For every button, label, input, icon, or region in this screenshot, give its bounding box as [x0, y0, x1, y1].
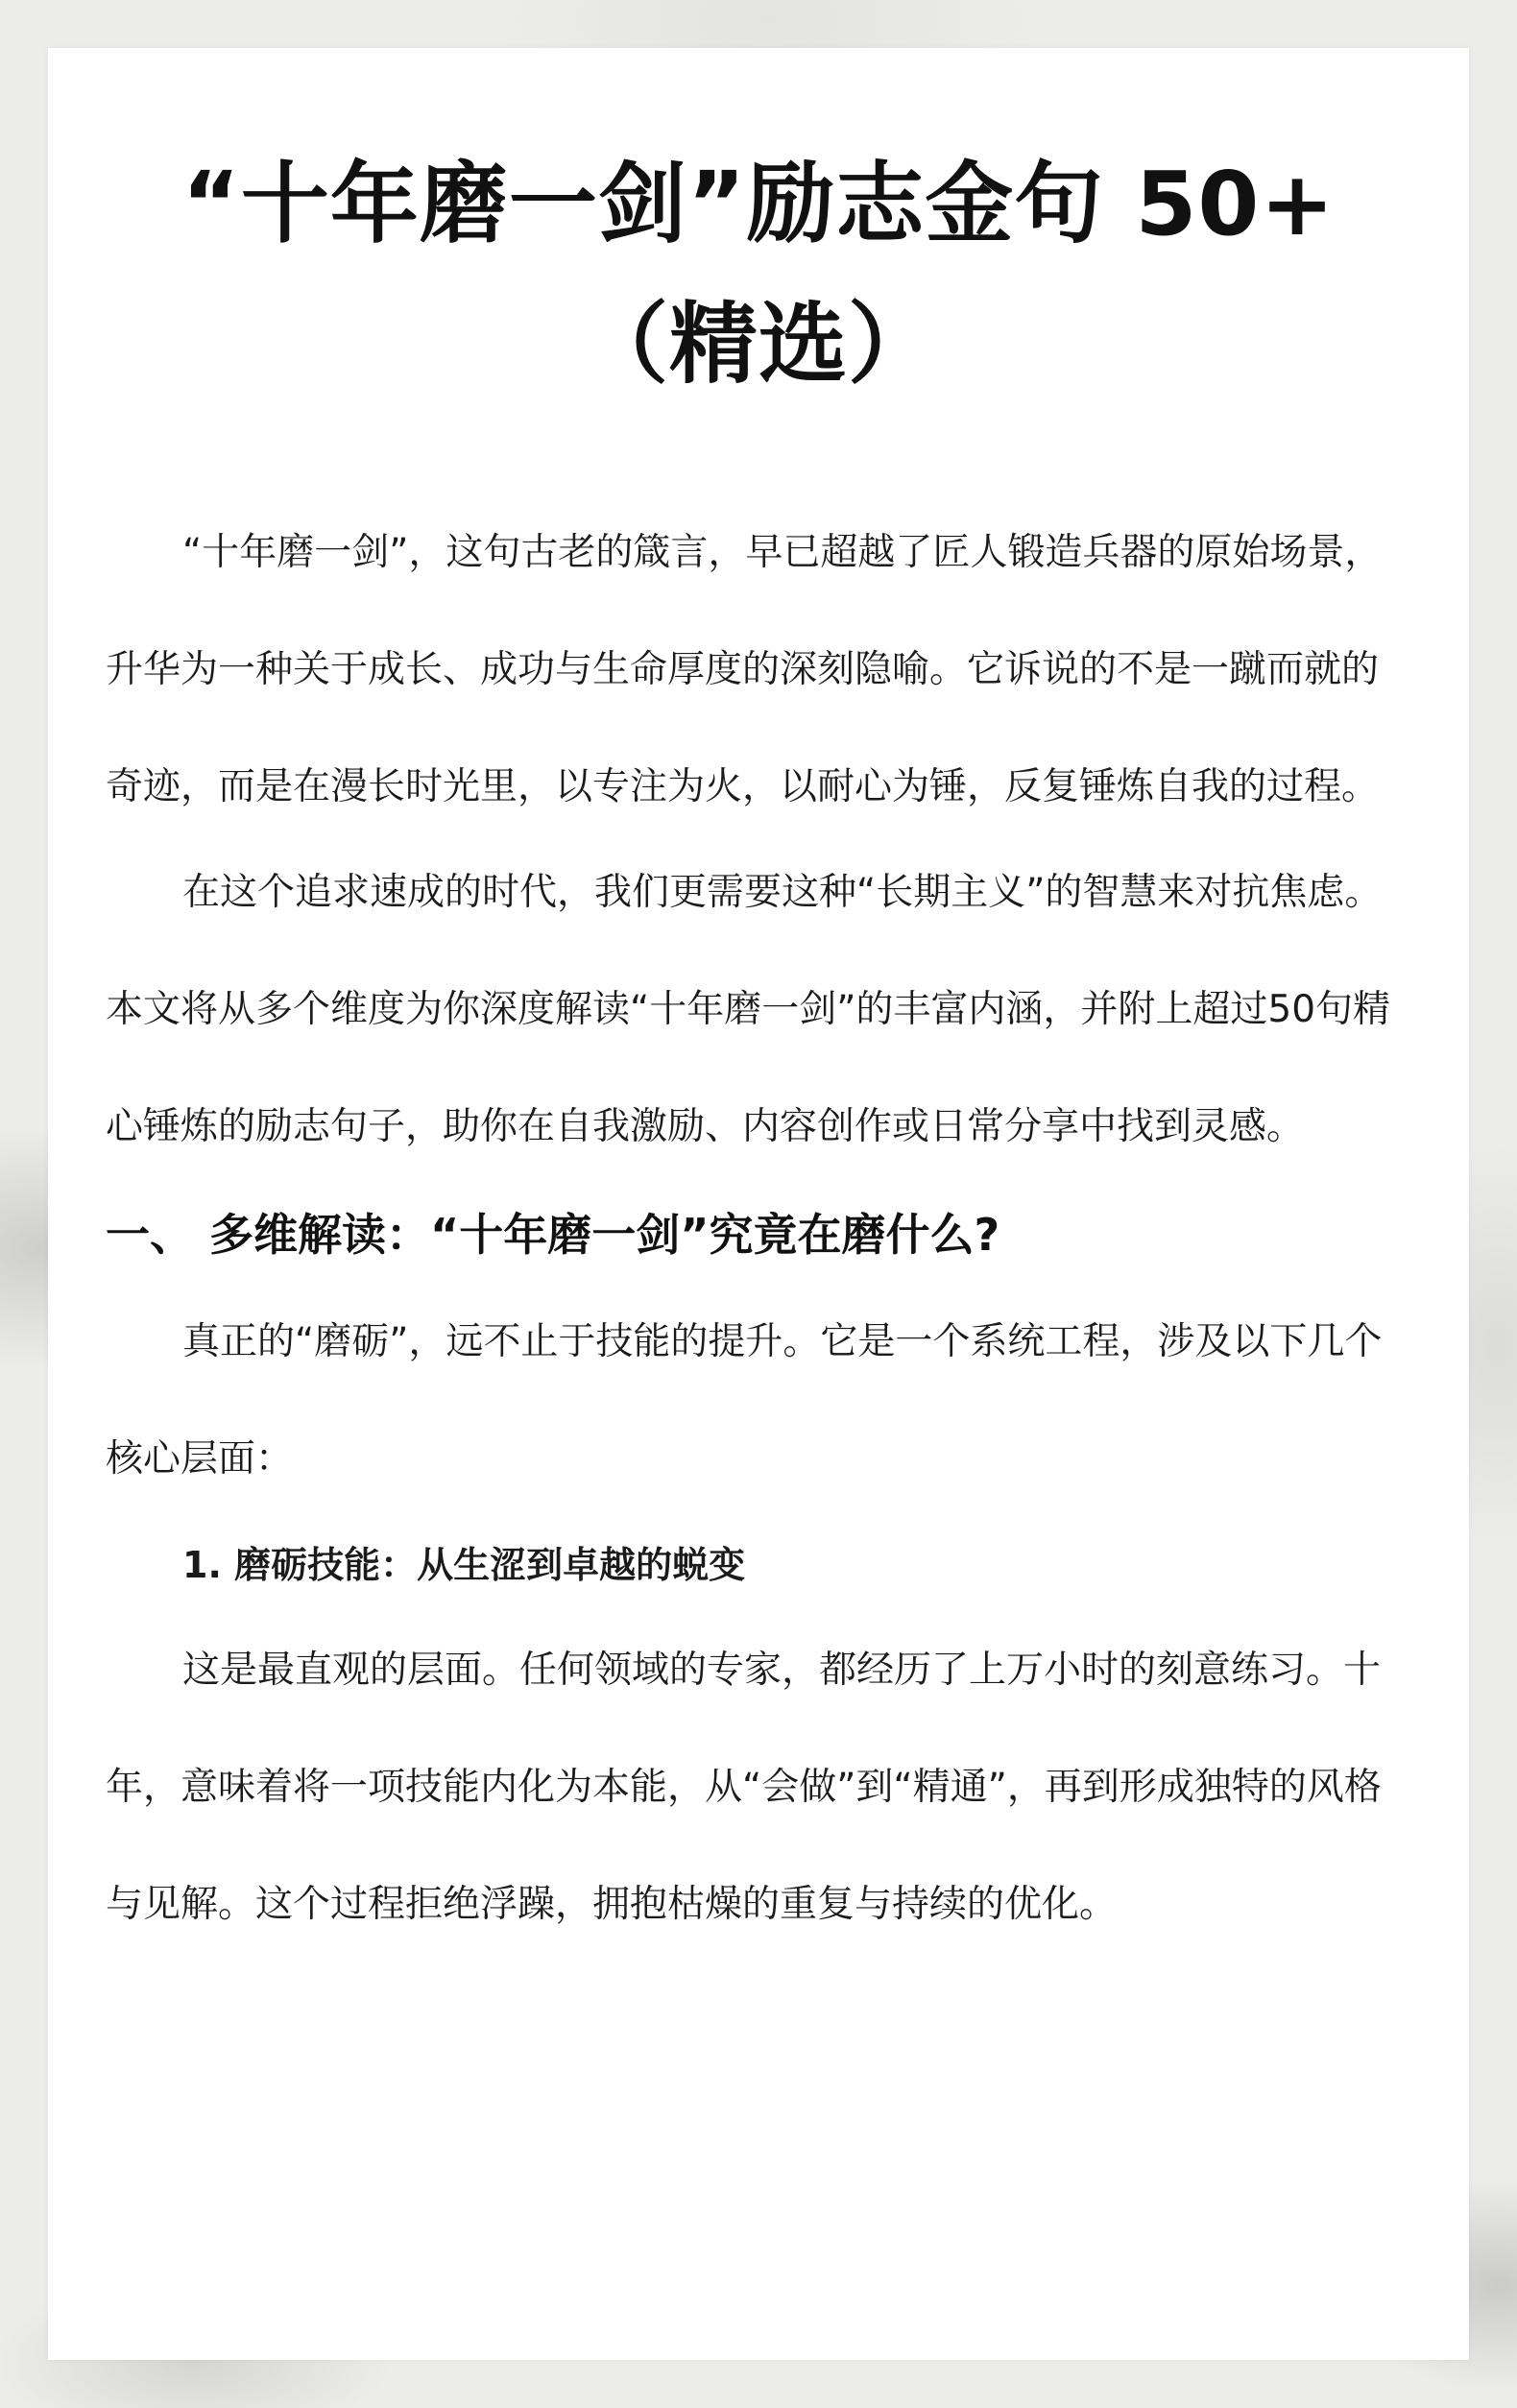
sub-1-body: 这是最直观的层面。任何领域的专家，都经历了上万小时的刻意练习。十年，意味着将一项技能内化为本能，从“会做”到“精通”，再到形成独特的风格与见解。这个过程拒绝浮躁，拥抱枯燥的重复与持续的优化。	[106, 1649, 1382, 1926]
intro-paragraph-2: 在这个追求速成的时代，我们更需要这种“长期主义”的智慧来对抗焦虑。本文将从多个维度为你深度解读“十年磨一剑”的丰富内涵，并附上超过50句精心锤炼的励志句子，助你在自我激励、内容创作或日常分享中找到灵感。	[106, 871, 1391, 1148]
sub-heading-1: 1. 磨砺技能：从生涩到卓越的蜕变	[182, 1544, 746, 1586]
section-1-intro: 真正的“磨砺”，远不止于技能的提升。它是一个系统工程，涉及以下几个核心层面：	[106, 1320, 1383, 1481]
section-heading-1: 一、 多维解读：“十年磨一剑”究竟在磨什么?	[106, 1209, 1000, 1261]
document-body	[106, 494, 1392, 1963]
intro-paragraph-1: “十年磨一剑”，这句古老的箴言，早已超越了匠人锻造兵器的原始场景，升华为一种关于成长、成功与生命厚度的深刻隐喻。它诉说的不是一蹴而就的奇迹，而是在漫长时光里，以专注为火，以耐心为锤，反复锤炼自我的过程。	[106, 531, 1383, 808]
document-title: “十年磨一剑”励志金句 50+（精选）	[181, 153, 1336, 396]
